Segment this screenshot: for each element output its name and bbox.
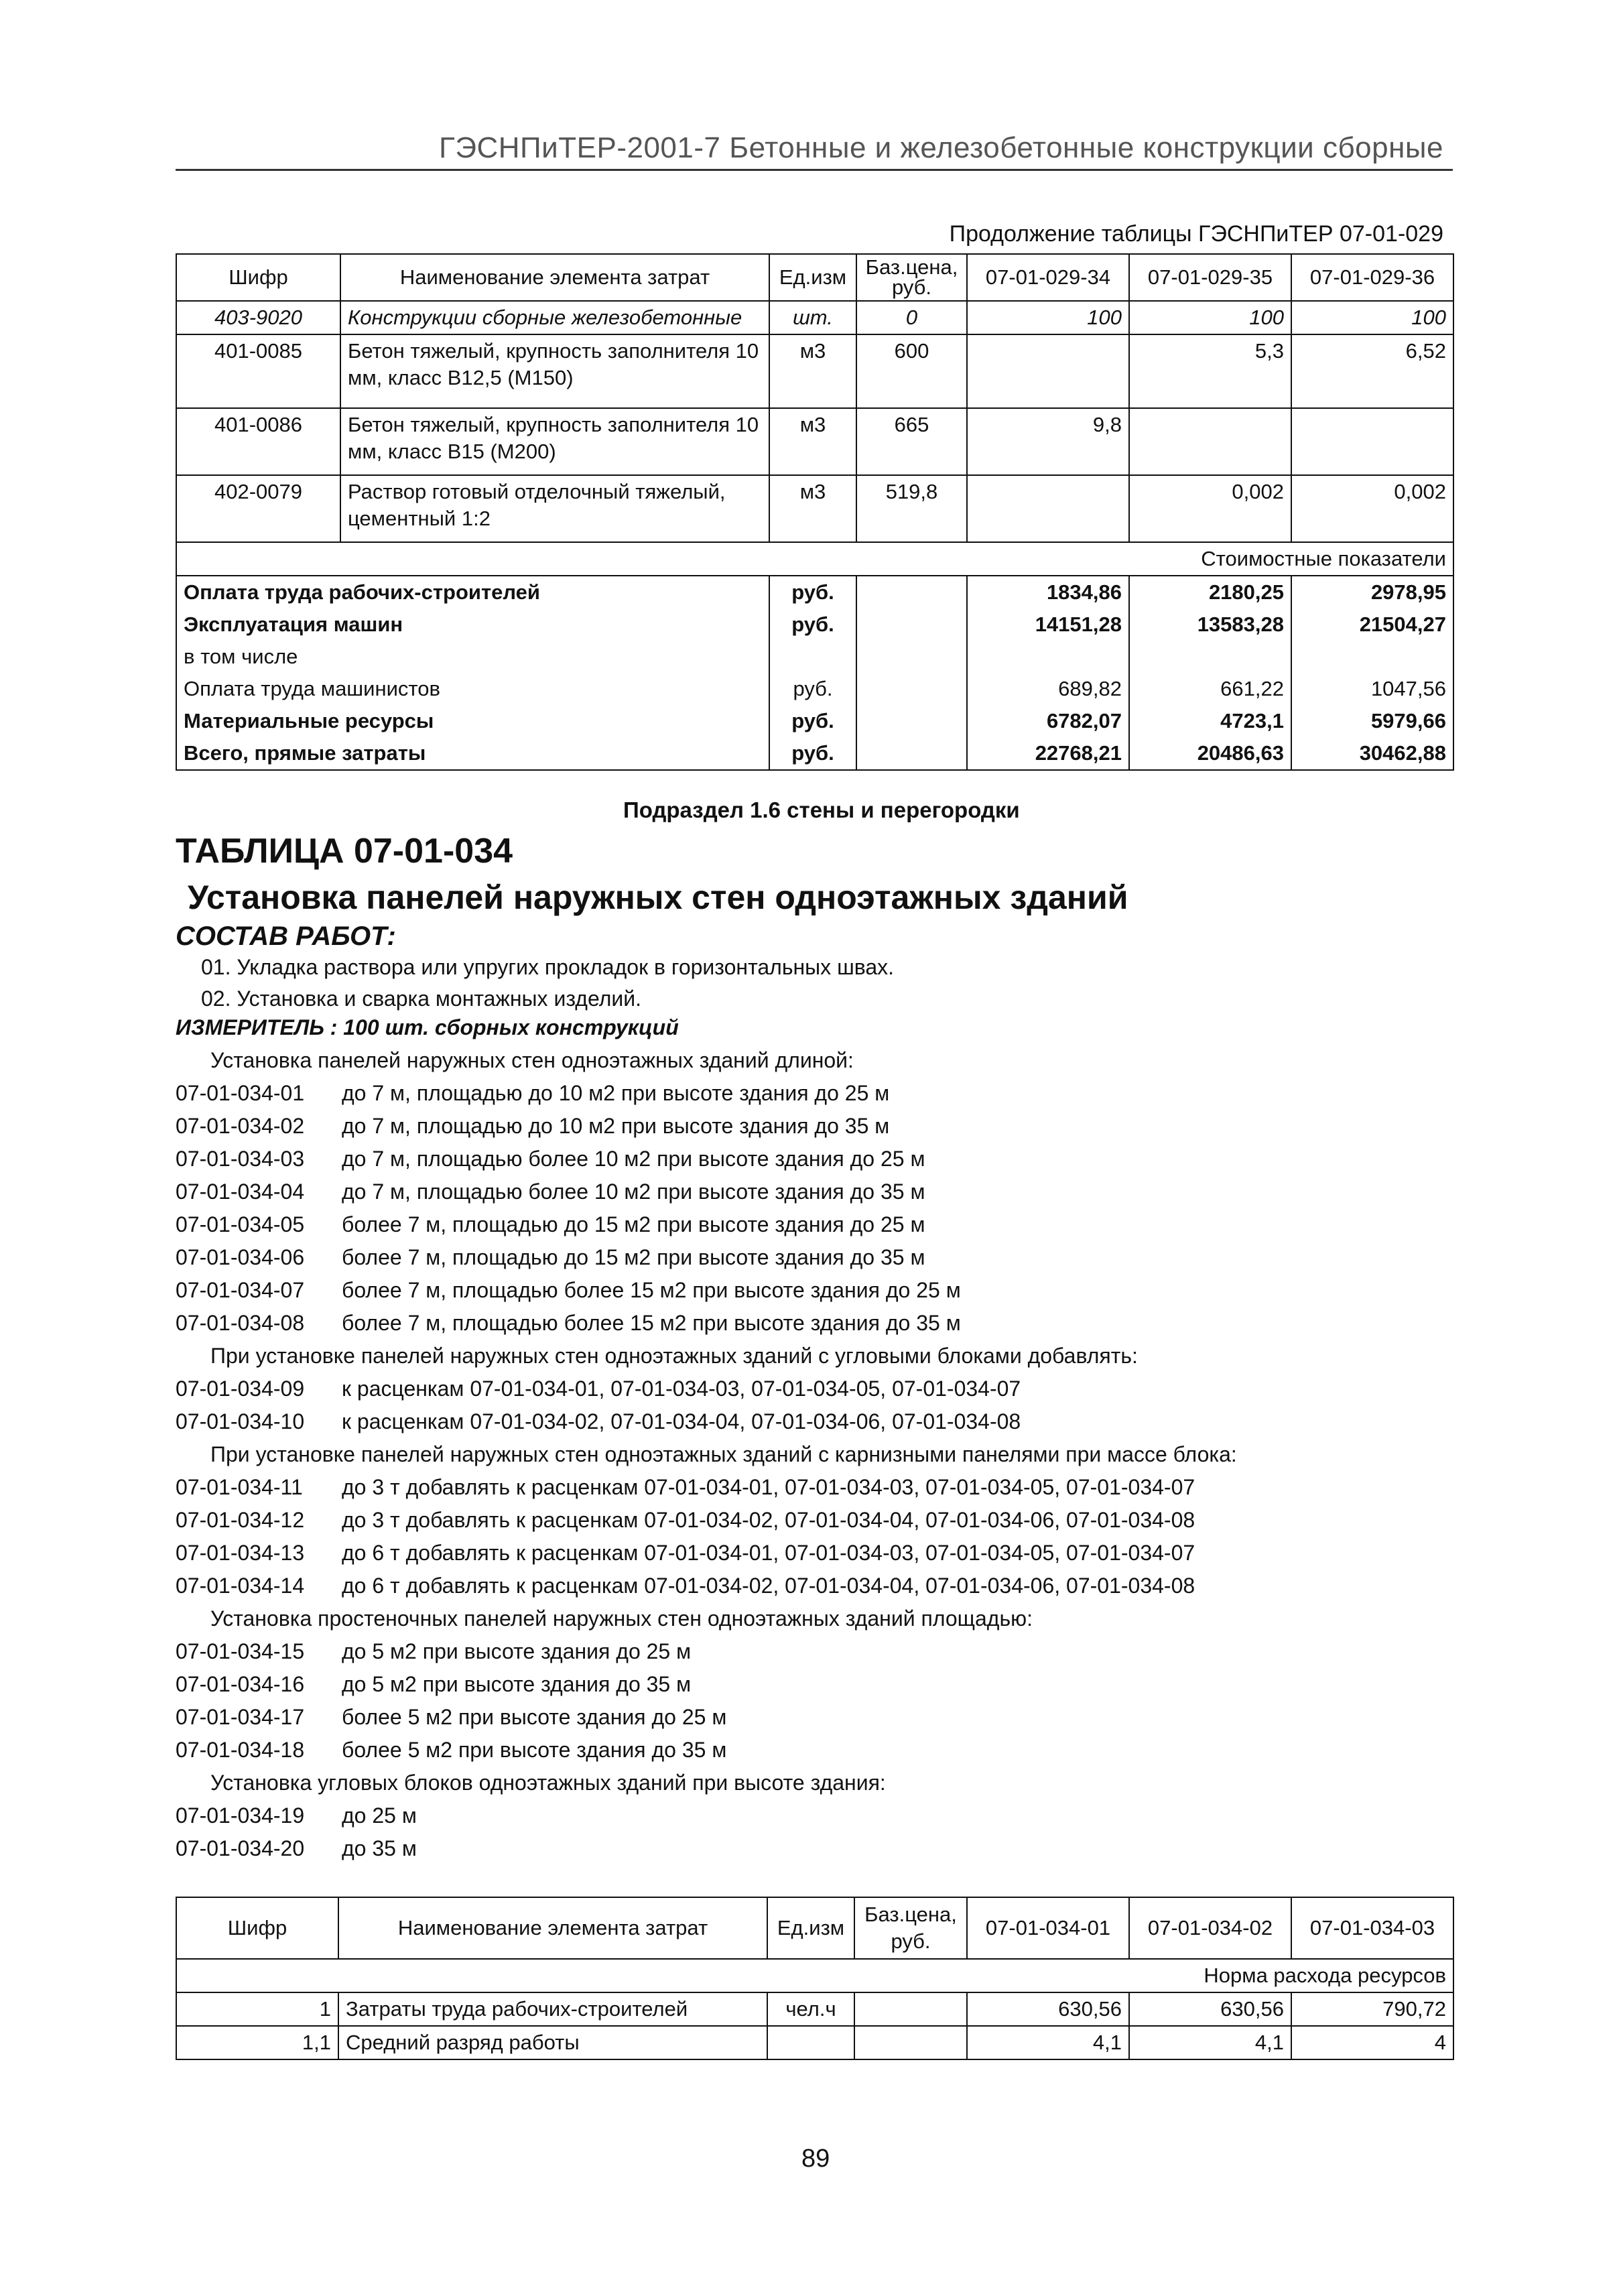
work-step: 01. Укладка раствора или упругих прокладок в горизонтальных швах.: [201, 955, 895, 979]
work-step: 02. Установка и сварка монтажных изделий.: [201, 986, 641, 1011]
cell-code: 402-0079: [176, 475, 340, 542]
cost-unit: руб.: [769, 673, 856, 705]
col-header-rate-3: 07-01-029-36: [1291, 254, 1453, 301]
cost-empty: [856, 641, 967, 673]
col-header-price: Баз.цена, руб.: [856, 254, 967, 301]
continuation-caption: Продолжение таблицы ГЭСНПиТЕР 07-01-029: [949, 221, 1443, 247]
cost-value: 14151,28: [967, 609, 1129, 641]
cost-value: 1834,86: [967, 576, 1129, 609]
item-code: 07-01-034-09: [176, 1377, 305, 1401]
cost-row: [176, 609, 1453, 641]
cell-value: 4: [1291, 2026, 1453, 2059]
cell-value: 9,8: [967, 408, 1129, 475]
cell-price: 665: [856, 408, 967, 475]
cost-value: 689,82: [967, 673, 1129, 705]
item-desc: более 5 м2 при высоте здания до 25 м: [342, 1705, 727, 1729]
cost-unit: руб.: [769, 576, 856, 609]
cell-unit: м3: [769, 334, 856, 408]
norm-band-label: Норма расхода ресурсов: [176, 1959, 1453, 1992]
item-code: 07-01-034-15: [176, 1639, 305, 1663]
cost-value: 30462,88: [1291, 737, 1453, 770]
cell-value: 630,56: [967, 1992, 1129, 2026]
table-row: [176, 475, 1453, 542]
cost-value: [1291, 641, 1453, 673]
item-desc: к расценкам 07-01-034-02, 07-01-034-04, 07-01-034-06, 07-01-034-08: [342, 1409, 1021, 1433]
cell-price: [854, 2026, 967, 2059]
cost-band-row: [176, 542, 1453, 576]
cost-unit: руб.: [769, 609, 856, 641]
meter-label: ИЗМЕРИТЕЛЬ : 100 шт. сборных конструкций: [176, 1015, 679, 1039]
cell-name: Средний разряд работы: [338, 2026, 767, 2059]
cell-price: [854, 1992, 967, 2026]
cost-name: в том числе: [176, 641, 769, 673]
work-title: Установка панелей наружных стен одноэтажных зданий: [188, 879, 1128, 916]
cost-value: 21504,27: [1291, 609, 1453, 641]
cell-value: 100: [1291, 301, 1453, 334]
cell-code: 1,1: [176, 2026, 338, 2059]
cell-value: [1291, 408, 1453, 475]
running-header: ГЭСНПиТЕР-2001-7 Бетонные и железобетонные конструкции сборные: [439, 131, 1443, 164]
cost-value: 2978,95: [1291, 576, 1453, 609]
group-heading: При установке панелей наружных стен одноэтажных зданий с угловыми блоками добавлять:: [210, 1344, 1138, 1368]
item-code: 07-01-034-05: [176, 1212, 305, 1236]
cost-value: 22768,21: [967, 737, 1129, 770]
cost-row: [176, 576, 1453, 609]
cell-code: 1: [176, 1992, 338, 2026]
cost-name: Оплата труда рабочих-строителей: [176, 576, 769, 609]
cost-value: 6782,07: [967, 705, 1129, 737]
cost-value: 661,22: [1129, 673, 1291, 705]
item-desc: более 7 м, площадью более 15 м2 при высоте здания до 25 м: [342, 1278, 961, 1302]
cost-empty: [856, 737, 967, 770]
group-heading: При установке панелей наружных стен одноэтажных зданий с карнизными панелями при массе блока:: [210, 1442, 1237, 1466]
cost-name: Всего, прямые затраты: [176, 737, 769, 770]
cell-value: 4,1: [967, 2026, 1129, 2059]
item-desc: до 6 т добавлять к расценкам 07-01-034-01, 07-01-034-03, 07-01-034-05, 07-01-034-07: [342, 1541, 1195, 1565]
item-code: 07-01-034-01: [176, 1081, 305, 1105]
col-header-rate-2: 07-01-034-02: [1129, 1897, 1291, 1959]
cell-value: 100: [967, 301, 1129, 334]
item-code: 07-01-034-04: [176, 1179, 305, 1204]
table-07-01-029: [176, 253, 1454, 771]
cell-value: 790,72: [1291, 1992, 1453, 2026]
item-code: 07-01-034-02: [176, 1114, 305, 1138]
cost-value: 2180,25: [1129, 576, 1291, 609]
item-desc: до 25 м: [342, 1803, 417, 1828]
cell-value: [967, 334, 1129, 408]
item-code: 07-01-034-03: [176, 1147, 305, 1171]
item-code: 07-01-034-16: [176, 1672, 305, 1696]
cost-value: 20486,63: [1129, 737, 1291, 770]
cell-value: [967, 475, 1129, 542]
item-code: 07-01-034-10: [176, 1409, 305, 1433]
item-desc: до 35 м: [342, 1836, 417, 1860]
item-desc: до 6 т добавлять к расценкам 07-01-034-02, 07-01-034-04, 07-01-034-06, 07-01-034-08: [342, 1574, 1195, 1598]
item-code: 07-01-034-19: [176, 1803, 305, 1828]
col-header-price: Баз.цена, руб.: [854, 1897, 967, 1959]
item-desc: до 5 м2 при высоте здания до 25 м: [342, 1639, 692, 1663]
cost-band-label: Стоимостные показатели: [176, 542, 1453, 576]
cost-value: [967, 641, 1129, 673]
item-desc: более 5 м2 при высоте здания до 35 м: [342, 1738, 727, 1762]
cell-unit: шт.: [769, 301, 856, 334]
item-code: 07-01-034-07: [176, 1278, 305, 1302]
item-desc: до 5 м2 при высоте здания до 35 м: [342, 1672, 692, 1696]
item-code: 07-01-034-20: [176, 1836, 305, 1860]
cost-row: [176, 737, 1453, 770]
col-header-rate-1: 07-01-034-01: [967, 1897, 1129, 1959]
cost-empty: [856, 576, 967, 609]
cell-unit: [767, 2026, 854, 2059]
cell-value: 100: [1129, 301, 1291, 334]
cost-name: Эксплуатация машин: [176, 609, 769, 641]
col-header-name: Наименование элемента затрат: [338, 1897, 767, 1959]
cost-row: [176, 673, 1453, 705]
cell-unit: м3: [769, 475, 856, 542]
cell-unit: чел.ч: [767, 1992, 854, 2026]
table-row: [176, 2026, 1453, 2059]
table-row: [176, 301, 1453, 334]
cost-row: [176, 641, 1453, 673]
cell-price: 600: [856, 334, 967, 408]
cell-name: Раствор готовый отделочный тяжелый, цементный 1:2: [340, 475, 769, 542]
item-code: 07-01-034-08: [176, 1311, 305, 1335]
col-header-code: Шифр: [176, 254, 340, 301]
item-desc: до 7 м, площадью более 10 м2 при высоте здания до 35 м: [342, 1179, 925, 1204]
item-desc: до 3 т добавлять к расценкам 07-01-034-01, 07-01-034-03, 07-01-034-05, 07-01-034-07: [342, 1475, 1195, 1499]
item-code: 07-01-034-12: [176, 1508, 305, 1532]
item-code: 07-01-034-17: [176, 1705, 305, 1729]
cost-value: 13583,28: [1129, 609, 1291, 641]
table-title: ТАБЛИЦА 07-01-034: [176, 832, 513, 871]
col-header-rate-2: 07-01-029-35: [1129, 254, 1291, 301]
group-heading: Установка простеночных панелей наружных стен одноэтажных зданий площадью:: [210, 1606, 1033, 1631]
table-07-01-034: [176, 1897, 1454, 2060]
cell-value: 0,002: [1291, 475, 1453, 542]
item-desc: более 7 м, площадью до 15 м2 при высоте здания до 25 м: [342, 1212, 925, 1236]
composition-label: СОСТАВ РАБОТ:: [176, 921, 396, 951]
cost-value: [1129, 641, 1291, 673]
item-desc: к расценкам 07-01-034-01, 07-01-034-03, 07-01-034-05, 07-01-034-07: [342, 1377, 1021, 1401]
cost-value: 4723,1: [1129, 705, 1291, 737]
cell-price: 519,8: [856, 475, 967, 542]
cell-price: 0: [856, 301, 967, 334]
table-header-row: [176, 254, 1453, 301]
cell-code: 403-9020: [176, 301, 340, 334]
table-header-row: [176, 1897, 1453, 1959]
item-code: 07-01-034-13: [176, 1541, 305, 1565]
cost-unit: руб.: [769, 705, 856, 737]
header-divider: [176, 169, 1453, 171]
cost-name: Материальные ресурсы: [176, 705, 769, 737]
cell-value: 4,1: [1129, 2026, 1291, 2059]
table-row: [176, 408, 1453, 475]
cost-row: [176, 705, 1453, 737]
item-desc: до 7 м, площадью более 10 м2 при высоте здания до 25 м: [342, 1147, 925, 1171]
col-header-rate-1: 07-01-029-34: [967, 254, 1129, 301]
cost-value: 5979,66: [1291, 705, 1453, 737]
group-heading: Установка угловых блоков одноэтажных зданий при высоте здания:: [210, 1771, 886, 1795]
col-header-unit: Ед.изм: [767, 1897, 854, 1959]
cell-value: 0,002: [1129, 475, 1291, 542]
norm-band-row: [176, 1959, 1453, 1992]
cost-empty: [856, 609, 967, 641]
cell-name: Конструкции сборные железобетонные: [340, 301, 769, 334]
table-row: [176, 334, 1453, 408]
item-code: 07-01-034-06: [176, 1245, 305, 1269]
item-desc: более 7 м, площадью до 15 м2 при высоте здания до 35 м: [342, 1245, 925, 1269]
cell-code: 401-0086: [176, 408, 340, 475]
cell-name: Бетон тяжелый, крупность заполнителя 10 мм, класс В15 (М200): [340, 408, 769, 475]
group-heading: Установка панелей наружных стен одноэтажных зданий длиной:: [210, 1048, 854, 1072]
item-desc: до 3 т добавлять к расценкам 07-01-034-02, 07-01-034-04, 07-01-034-06, 07-01-034-08: [342, 1508, 1195, 1532]
cell-unit: м3: [769, 408, 856, 475]
cell-value: 630,56: [1129, 1992, 1291, 2026]
cell-name: Затраты труда рабочих-строителей: [338, 1992, 767, 2026]
col-header-rate-3: 07-01-034-03: [1291, 1897, 1453, 1959]
col-header-unit: Ед.изм: [769, 254, 856, 301]
cell-name: Бетон тяжелый, крупность заполнителя 10 мм, класс В12,5 (М150): [340, 334, 769, 408]
item-desc: более 7 м, площадью более 15 м2 при высоте здания до 35 м: [342, 1311, 961, 1335]
cell-code: 401-0085: [176, 334, 340, 408]
page-number: 89: [801, 2145, 830, 2173]
cost-empty: [856, 705, 967, 737]
item-code: 07-01-034-18: [176, 1738, 305, 1762]
cost-name: Оплата труда машинистов: [176, 673, 769, 705]
cost-unit: руб.: [769, 737, 856, 770]
cost-empty: [856, 673, 967, 705]
cost-value: 1047,56: [1291, 673, 1453, 705]
cell-value: 5,3: [1129, 334, 1291, 408]
cell-value: 6,52: [1291, 334, 1453, 408]
col-header-code: Шифр: [176, 1897, 338, 1959]
item-code: 07-01-034-14: [176, 1574, 305, 1598]
table-row: [176, 1992, 1453, 2026]
cost-unit: [769, 641, 856, 673]
item-desc: до 7 м, площадью до 10 м2 при высоте здания до 35 м: [342, 1114, 890, 1138]
col-header-name: Наименование элемента затрат: [340, 254, 769, 301]
item-desc: до 7 м, площадью до 10 м2 при высоте здания до 25 м: [342, 1081, 890, 1105]
item-code: 07-01-034-11: [176, 1475, 303, 1499]
subsection-heading: Подраздел 1.6 стены и перегородки: [623, 798, 1020, 822]
cell-value: [1129, 408, 1291, 475]
